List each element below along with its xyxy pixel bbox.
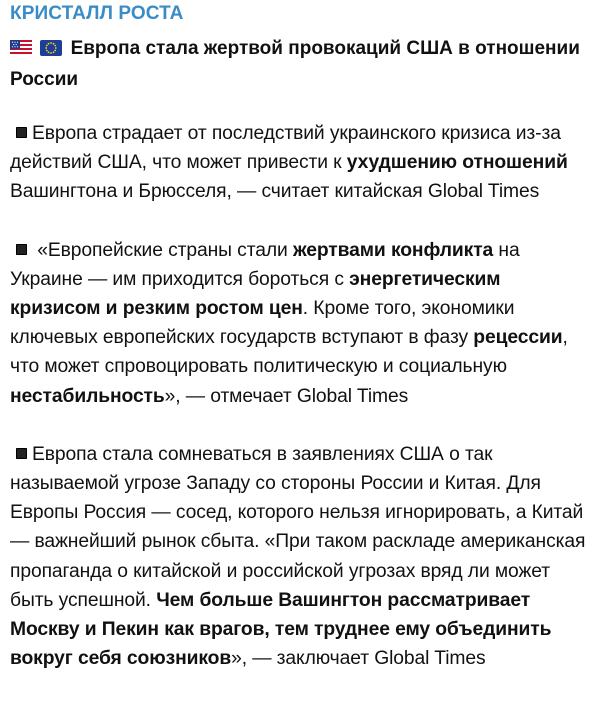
bold-text-run: Чем больше Вашингтон рассматривает Москву и Пекин как врагов, тем труднее ему объединить вокруг себя союзников: [10, 589, 552, 670]
text-run: », — заключает Global Times: [231, 648, 486, 670]
us-flag-icon: [10, 36, 32, 65]
text-run: . Кроме того, экономики ключевых европейских государств вступают в фазу: [10, 298, 515, 349]
text-run: на Украине — им приходится бороться с: [10, 239, 520, 290]
bold-text-run: рецессии: [473, 327, 563, 349]
bold-text-run: ухудшению отношений: [346, 152, 568, 174]
eu-flag-icon: [40, 36, 62, 65]
bold-text-run: жертвами конфликта: [292, 239, 494, 261]
text-run: Вашингтона и Брюсселя, — считает китайская Global Times: [10, 181, 540, 203]
black-square-icon: [16, 448, 27, 459]
text-run: «Европейские страны стали: [32, 239, 293, 261]
bold-text-run: энергетическим кризисом и резким ростом цен: [10, 268, 501, 320]
black-square-icon: [16, 127, 27, 138]
paragraph-2: [10, 236, 591, 411]
text-run: Европа страдает от последствий украинского кризиса из-за действий США, что может привести к: [10, 123, 561, 174]
text-run: », — отмечает Global Times: [164, 385, 409, 407]
text-run: Европа стала сомневаться в заявлениях США о так называемой угрозе Западу со стороны России и Китая. Для Европы Россия — сосед, которого нельзя игнорировать, а Китай — важнейший рынок сбыта. «При таком раскладе американская пропаганда о китайской и российской угрозах вряд ли может быть успешной.: [10, 443, 586, 611]
bold-text-run: нестабильность: [10, 385, 165, 407]
text-run: , что может спровоцировать политическую и социальную: [10, 327, 568, 378]
headline-text: Европа стала жертвой провокаций США в отношении России: [10, 38, 580, 90]
post-headline: [10, 34, 591, 94]
channel-name[interactable]: КРИСТАЛЛ РОСТА: [10, 3, 184, 24]
black-square-icon: [16, 244, 27, 255]
paragraph-1: [10, 119, 591, 207]
paragraph-3: [10, 440, 591, 674]
